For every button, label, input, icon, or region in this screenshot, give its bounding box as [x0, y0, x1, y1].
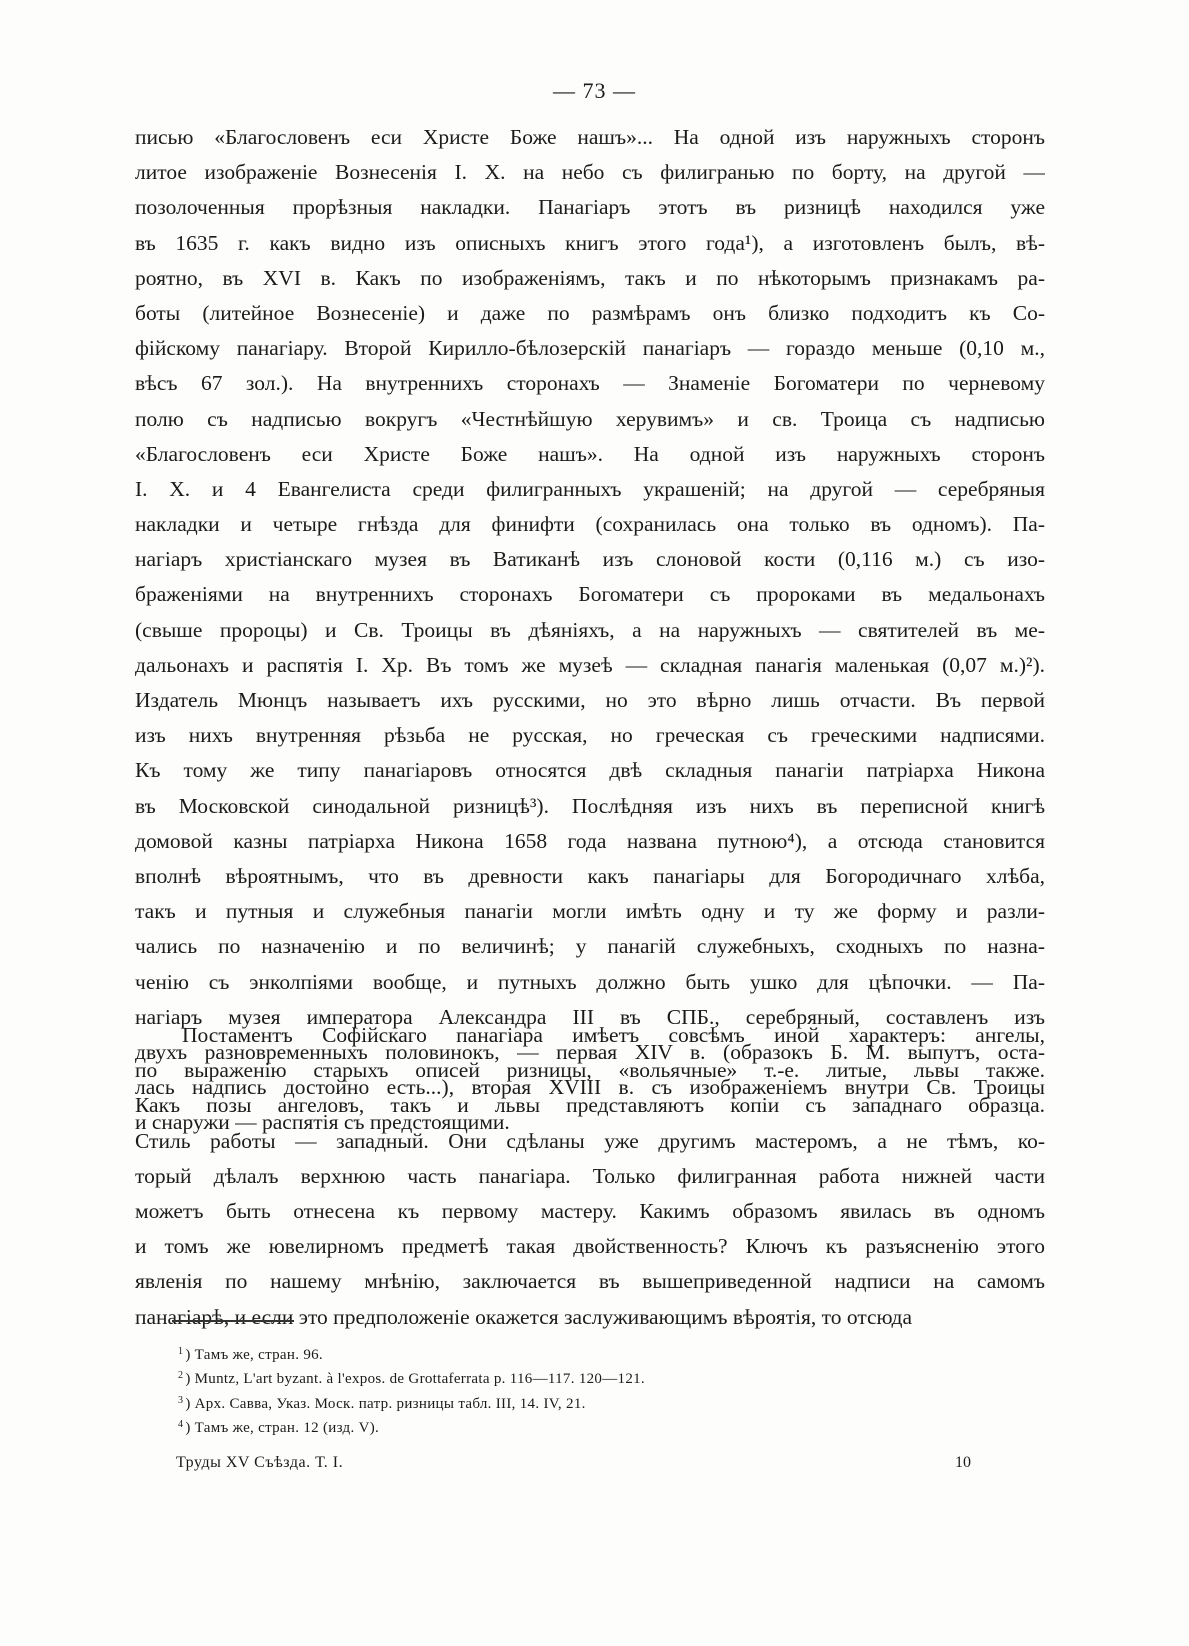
- footnotes: [178, 1340, 878, 1437]
- footnote-text: Muntz, L'art byzant. à l'expos. de Grottaferrata p. 116—117. 120—121.: [194, 1371, 645, 1388]
- text-line: (свыше пророцы) и Св. Троицы въ дѣяніяхъ, а на наружныхъ — святителей въ ме-: [135, 617, 1045, 642]
- text-line: ченію съ энколпіями вообще, и путныхъ должно быть ушко для цѣпочки. — Па-: [135, 969, 1045, 994]
- text-line: въ 1635 г. какъ видно изъ описныхъ книгъ этого года¹), а изготовленъ былъ, вѣ-: [135, 230, 1045, 255]
- signature-mark: Труды XV Съѣзда. Т. I.: [176, 1454, 344, 1471]
- text-line: чались по назначенію и по величинѣ; у панагій служебныхъ, сходныхъ по назна-: [135, 934, 1045, 959]
- footnote: [178, 1413, 878, 1437]
- text-line: роятно, въ XVI в. Какъ по изображеніямъ, такъ и по нѣкоторымъ признакамъ ра-: [135, 265, 1045, 290]
- text-line: можетъ быть отнесена къ первому мастеру. Какимъ образомъ явилась въ одномъ: [135, 1198, 1045, 1223]
- text-line: явленія по нашему мнѣнію, заключается въ вышеприведенной надписи на самомъ: [135, 1269, 1045, 1294]
- text-line: Издатель Мюнцъ называетъ ихъ русскими, но это вѣрно лишь отчасти. Въ первой: [135, 688, 1045, 712]
- text-line: въ Московской синодальной ризницѣ³). Послѣдняя изъ нихъ въ переписной книгѣ: [135, 793, 1045, 818]
- paragraph-2: [135, 1018, 1045, 1335]
- text-line: Какъ позы ангеловъ, такъ и львы представляютъ копіи съ западнаго образца.: [135, 1093, 1045, 1118]
- text-line: по выраженію старыхъ описей ризницы, «вольячные» т.-е. литые, львы также.: [135, 1058, 1045, 1083]
- text-line: Постаментъ Софійскаго панагіара имѣетъ совсѣмъ иной характеръ: ангелы,: [182, 1023, 1045, 1047]
- text-line: Къ тому же типу панагіаровъ относятся двѣ складныя панагіи патріарха Никона: [135, 758, 1045, 783]
- footnote-mark: 3: [178, 1394, 184, 1406]
- text-line: браженіями на внутреннихъ сторонахъ Богоматери съ пророками въ медальонахъ: [135, 582, 1045, 607]
- signature-number: 10: [955, 1454, 971, 1471]
- text-line: І. Х. и 4 Евангелиста среди филигранныхъ украшеній; на другой — серебряныя: [135, 476, 1045, 501]
- text-line: и томъ же ювелирномъ предметѣ такая двойственность? Ключъ къ разъясненію этого: [135, 1234, 1045, 1259]
- text-line: двухъ разновременныхъ половинокъ, — первая XIV в. (образокъ Б. М. выпутъ, оста-: [135, 1039, 1045, 1064]
- footnote-divider: [172, 1320, 294, 1322]
- text-line: дальонахъ и распятія І. Хр. Въ томъ же музеѣ — складная панагія маленькая (0,07 м.)²).: [135, 652, 1045, 677]
- footnote-mark: 1: [178, 1346, 184, 1357]
- footnote-mark: 4: [178, 1418, 184, 1430]
- footnote-mark: 2: [178, 1370, 184, 1382]
- footnote-paren: ): [185, 1347, 191, 1363]
- text-line: изъ нихъ внутренняя рѣзьба не русская, но греческая съ греческими надписями.: [135, 723, 1045, 748]
- footnote: [178, 1340, 878, 1364]
- footnote: [178, 1364, 878, 1388]
- text-line: домовой казны патріарха Никона 1658 года названа путною⁴), а отсюда становится: [135, 828, 1045, 853]
- paragraph-1: [135, 120, 1045, 1140]
- text-line: лась надпись достойно есть...), вторая XVIII в. съ изображеніемъ внутри Св. Троицы: [135, 1075, 1045, 1100]
- text-line: такъ и путныя и служебныя панагіи могли имѣть одну и ту же форму и разли-: [135, 899, 1045, 924]
- footnote-paren: ): [185, 1371, 191, 1388]
- text-line: позолоченныя прорѣзныя накладки. Панагіаръ этотъ въ ризницѣ находился уже: [135, 195, 1045, 220]
- text-line: нагіаръ музея императора Александра III въ СПБ., серебряный, составленъ изъ: [135, 1004, 1045, 1029]
- text-line: вѣсъ 67 зол.). На внутреннихъ сторонахъ — Знаменіе Богоматери по черневому: [135, 371, 1045, 396]
- text-line: нагіаръ христіанскаго музея въ Ватиканѣ изъ слоновой кости (0,116 м.) съ изо-: [135, 547, 1045, 572]
- text-line: полю съ надписью вокругъ «Честнѣйшую херувимъ» и св. Троица съ надписью: [135, 406, 1045, 431]
- text-line: «Благословенъ еси Христе Боже нашъ». На одной изъ наружныхъ сторонъ: [135, 441, 1045, 466]
- text-line: литое изображеніе Вознесенія І. Х. на небо съ филигранью по борту, на другой —: [135, 160, 1045, 185]
- footnote-paren: ): [185, 1419, 191, 1436]
- text-line: торый дѣлалъ верхнюю часть панагіара. Только филигранная работа нижней части: [135, 1163, 1045, 1188]
- text-line: фійскому панагіару. Второй Кирилло-бѣлозерскій панагіаръ — гораздо меньше (0,10 м.,: [135, 336, 1045, 361]
- text-line: накладки и четыре гнѣзда для финифти (сохранилась она только въ одномъ). Па-: [135, 512, 1045, 537]
- text-line: писью «Благословенъ еси Христе Боже нашъ»... На одной изъ наружныхъ сторонъ: [135, 125, 1045, 149]
- text-line: и снаружи — распятія съ предстоящими.: [135, 1110, 510, 1135]
- text-line: панагіарѣ, и если это предположеніе окажется заслуживающимъ вѣроятія, то отсюда: [135, 1304, 912, 1329]
- text-line: вполнѣ вѣроятнымъ, что въ древности какъ панагіары для Богородичнаго хлѣба,: [135, 863, 1045, 888]
- footnote-text: Тамъ же, стран. 12 (изд. V).: [194, 1419, 380, 1436]
- footnote: [178, 1389, 878, 1413]
- text-line: Стиль работы — западный. Они сдѣланы уже другимъ мастеромъ, а не тѣмъ, ко-: [135, 1128, 1045, 1153]
- footnote-paren: ): [185, 1395, 191, 1412]
- footnote-text: Арх. Савва, Указ. Моск. патр. ризницы табл. III, 14. IV, 21.: [194, 1395, 586, 1412]
- page-number: — 73 —: [553, 78, 636, 103]
- footnote-text: Тамъ же, стран. 96.: [194, 1347, 323, 1363]
- text-line: боты (литейное Вознесеніе) и даже по размѣрамъ онъ близко подходитъ къ Со-: [135, 300, 1045, 325]
